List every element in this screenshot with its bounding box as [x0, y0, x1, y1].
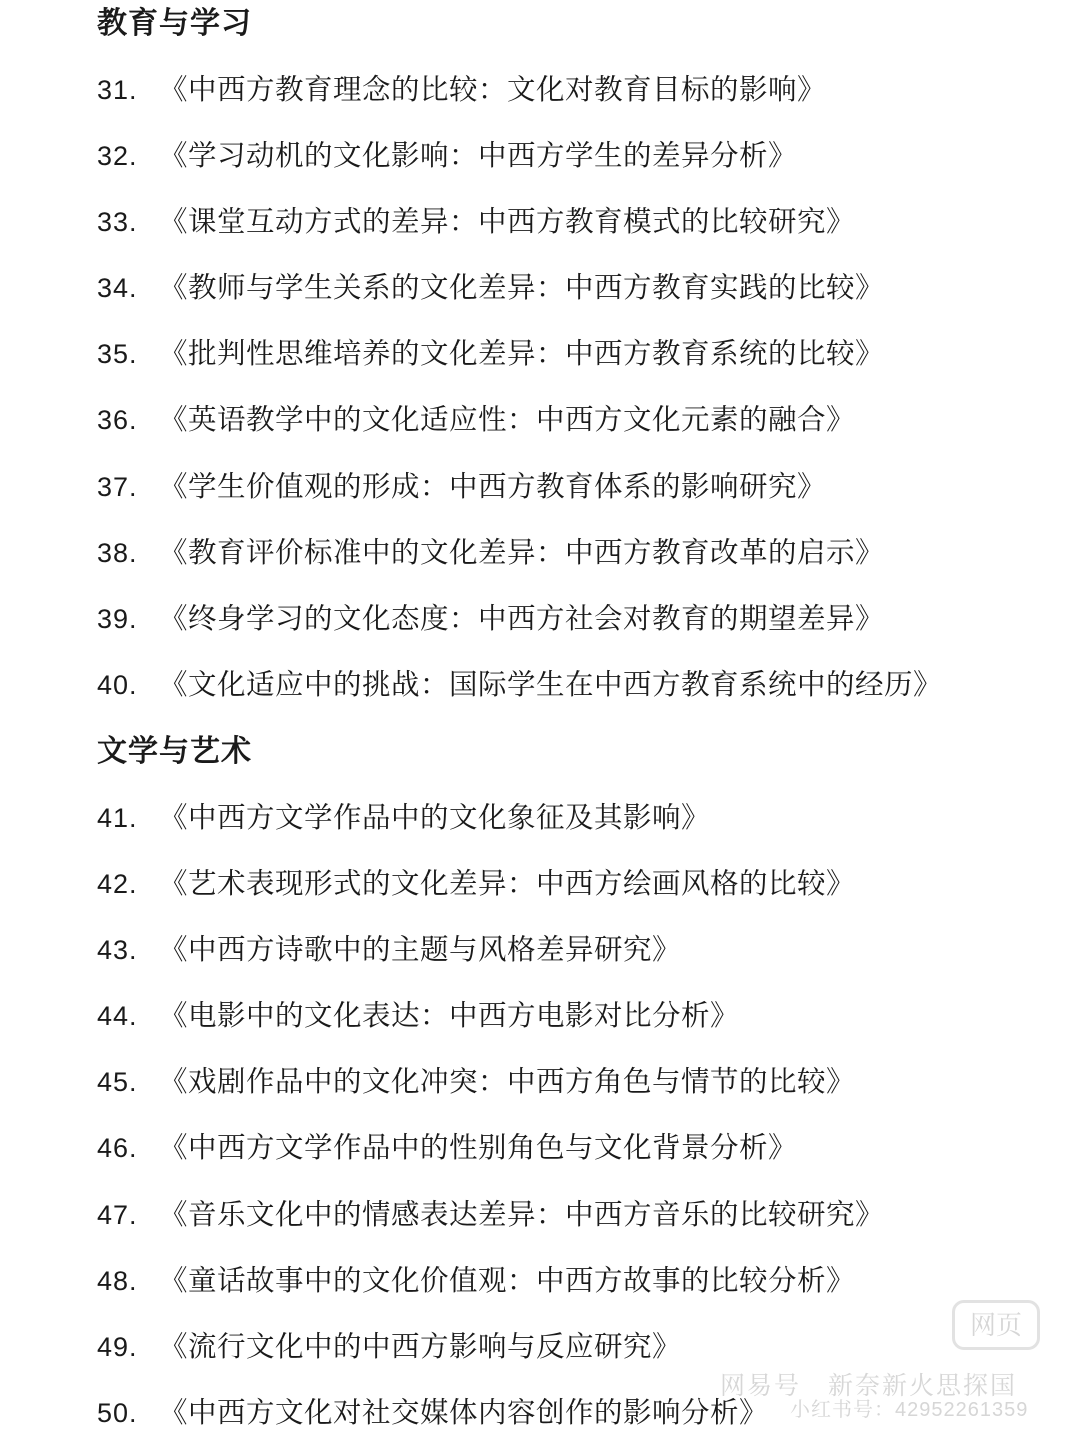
item-title: 《中西方文化对社交媒体内容创作的影响分析》 [159, 1396, 769, 1429]
item-title: 《电影中的文化表达：中西方电影对比分析》 [159, 999, 740, 1032]
item-title: 《教师与学生关系的文化差异：中西方教育实践的比较》 [159, 271, 885, 304]
list-item [97, 400, 855, 440]
item-title: 《流行文化中的中西方影响与反应研究》 [159, 1330, 682, 1363]
item-number: 43. [97, 935, 138, 965]
list-item [97, 70, 826, 110]
item-title: 《中西方文学作品中的性别角色与文化背景分析》 [159, 1131, 798, 1164]
list-item [97, 533, 884, 573]
list-item [97, 1128, 797, 1168]
list-item [97, 467, 826, 507]
list-item [97, 996, 739, 1036]
item-number: 41. [97, 803, 138, 833]
item-title: 《音乐文化中的情感表达差异：中西方音乐的比较研究》 [159, 1198, 885, 1231]
item-title: 《终身学习的文化态度：中西方社会对教育的期望差异》 [159, 602, 885, 635]
item-number: 35. [97, 339, 138, 369]
list-item [97, 136, 797, 176]
watermark-account-id: 小红书号：42952261359 [790, 1399, 1029, 1421]
item-number: 38. [97, 538, 138, 568]
list-item [97, 798, 710, 838]
item-number: 37. [97, 472, 138, 502]
item-number: 42. [97, 869, 138, 899]
item-number: 44. [97, 1001, 138, 1031]
item-title: 《中西方文学作品中的文化象征及其影响》 [159, 801, 711, 834]
item-number: 39. [97, 604, 138, 634]
item-number: 49. [97, 1332, 138, 1362]
item-title: 《戏剧作品中的文化冲突：中西方角色与情节的比较》 [159, 1065, 856, 1098]
list-item [97, 1261, 855, 1301]
item-title: 《课堂互动方式的差异：中西方教育模式的比较研究》 [159, 205, 856, 238]
item-title: 《学生价值观的形成：中西方教育体系的影响研究》 [159, 470, 827, 503]
item-number: 34. [97, 273, 138, 303]
item-title: 《童话故事中的文化价值观：中西方故事的比较分析》 [159, 1264, 856, 1297]
item-title: 《中西方诗歌中的主题与风格差异研究》 [159, 933, 682, 966]
list-item [97, 864, 855, 904]
item-title: 《文化适应中的挑战：国际学生在中西方教育系统中的经历》 [159, 668, 943, 701]
list-item [97, 599, 884, 639]
item-title: 《中西方教育理念的比较：文化对教育目标的影响》 [159, 73, 827, 106]
section-heading-education: 教育与学习 [97, 6, 252, 41]
list-item [97, 1393, 768, 1433]
item-title: 《艺术表现形式的文化差异：中西方绘画风格的比较》 [159, 867, 856, 900]
watermark-logo: 网页 [952, 1300, 1040, 1350]
list-item [97, 202, 855, 242]
item-number: 48. [97, 1266, 138, 1296]
list-item [97, 268, 884, 308]
item-title: 《英语教学中的文化适应性：中西方文化元素的融合》 [159, 403, 856, 436]
item-number: 47. [97, 1200, 138, 1230]
item-number: 50. [97, 1398, 138, 1428]
item-title: 《教育评价标准中的文化差异：中西方教育改革的启示》 [159, 536, 885, 569]
item-number: 32. [97, 141, 138, 171]
item-number: 45. [97, 1067, 138, 1097]
item-number: 33. [97, 207, 138, 237]
list-item [97, 334, 884, 374]
list-item [97, 1062, 855, 1102]
list-item [97, 1195, 884, 1235]
list-item [97, 665, 942, 705]
list-item [97, 1327, 681, 1367]
item-title: 《批判性思维培养的文化差异：中西方教育系统的比较》 [159, 337, 885, 370]
list-item [97, 930, 681, 970]
watermark-source-text: 网易号 新奈新火思探国 [720, 1372, 1018, 1400]
item-number: 36. [97, 405, 138, 435]
item-number: 46. [97, 1133, 138, 1163]
item-number: 40. [97, 670, 138, 700]
section-heading-literature-art: 文学与艺术 [97, 734, 252, 769]
item-number: 31. [97, 75, 138, 105]
item-title: 《学习动机的文化影响：中西方学生的差异分析》 [159, 139, 798, 172]
